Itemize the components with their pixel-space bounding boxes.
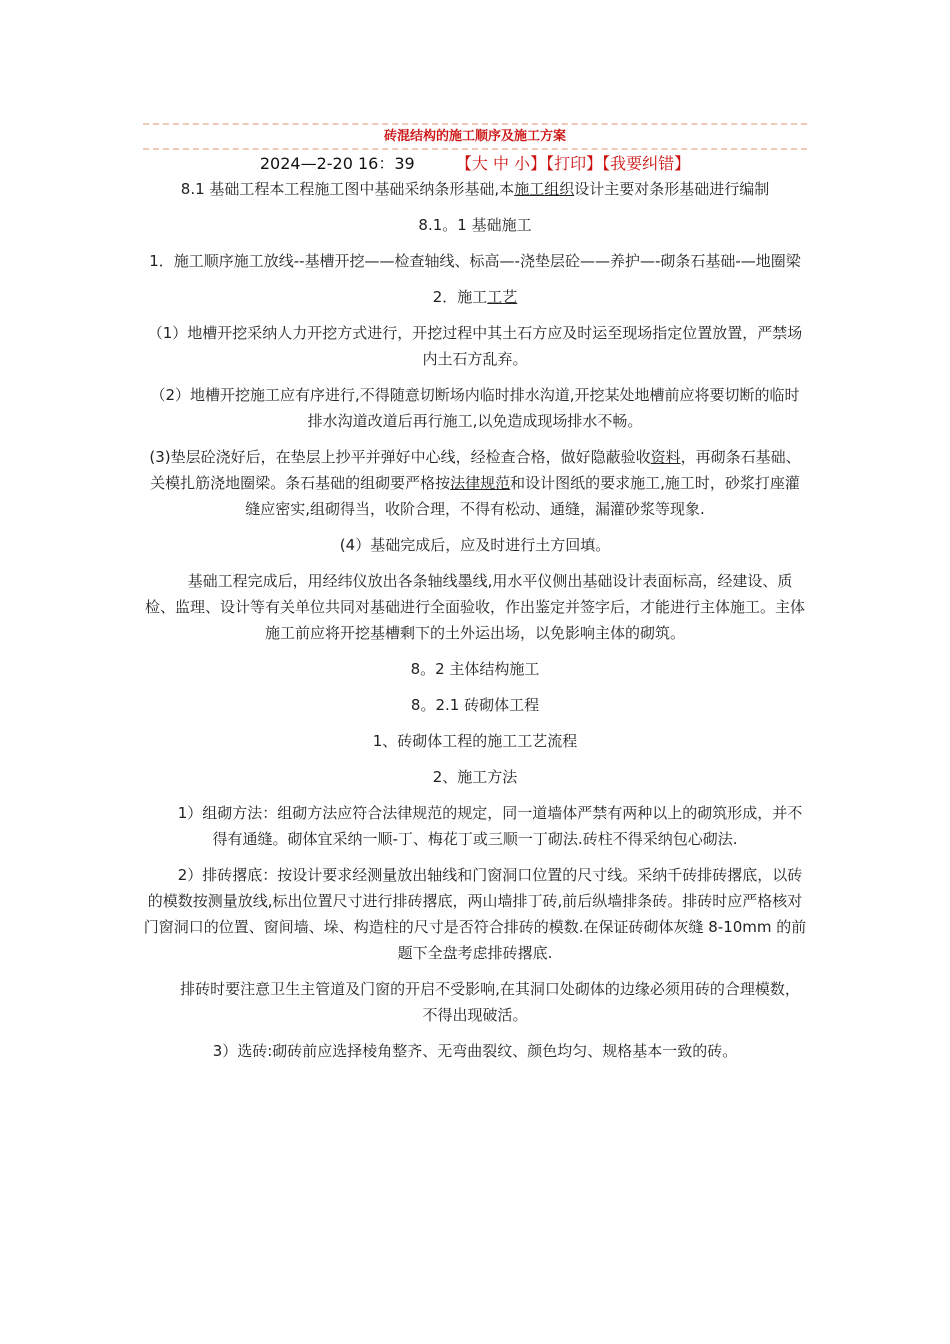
paragraph: 2）排砖撂底：按设计要求经测量放出轴线和门窗洞口位置的尺寸线。采纳千砖排砖撂底，以砖的模数按测量放线,标出位置尺寸进行排砖撂底，两山墙排丁砖,前后纵墙排条砖。排砖时应严格核对门窗洞口的位置、窗间墙、垛、构造柱的尺寸是否符合排砖的模数.在保证砖砌体灰缝 8-10mm 的前题下全盘考虑排砖撂底. <box>143 866 807 962</box>
section-heading: 2．施工工艺 <box>432 288 518 306</box>
paragraph: (4）基础完成后，应及时进行土方回填。 <box>339 536 611 554</box>
font-size-bracket-close: 】 <box>530 154 547 173</box>
paragraph: 排砖时要注意卫生主管道及门窗的开启不受影响,在其洞口处砌体的边缘必须用砖的合理模数，不得出现破活。 <box>180 980 800 1024</box>
paragraph: 基础工程完成后，用经纬仪放出各条轴线墨线,用水平仪侧出基础设计表面标高，经建设、质检、监理、设计等有关单位共同对基础进行全面验收，作出鉴定并签字后，才能进行主体施工。主体施工前应将开挖基槽剩下的土外运出场，以免影响主体的砌筑。 <box>144 572 805 642</box>
font-size-medium-link[interactable]: 中 <box>492 154 509 173</box>
paragraph: 3）选砖:砌砖前应选择棱角整齐、无弯曲裂纹、颜色均匀、规格基本一致的砖。 <box>212 1042 738 1060</box>
section-heading: 2、施工方法 <box>432 768 518 786</box>
paragraph: 1．施工顺序施工放线--基槽开挖——检查轴线、标高—-浇垫层砼——养护—-砌条石基础-—地圈梁 <box>149 252 801 270</box>
report-error-link[interactable]: 【我要纠错】 <box>602 154 691 173</box>
section-heading: 8.1。1 基础施工 <box>418 216 532 234</box>
section-heading: 8。2.1 砖砌体工程 <box>410 696 540 714</box>
article-meta <box>143 152 807 176</box>
paragraph: (3)垫层砼浇好后，在垫层上抄平并弹好中心线，经检查合格，做好隐蔽验收资料，再砌条石基础、关模扎筋浇地圈梁。条石基础的组砌要严格按法律规范和设计图纸的要求施工,施工时，砂浆打座灌缝应密实,组砌得当，收阶合理，不得有松动、通缝，漏灌砂浆等现象. <box>149 448 801 518</box>
process-link[interactable]: 工艺 <box>487 288 518 306</box>
font-size-bracket-open: 【 <box>455 154 472 173</box>
print-link[interactable]: 【打印】 <box>546 154 603 173</box>
regulations-link[interactable]: 法律规范 <box>450 474 511 492</box>
title-top-divider <box>143 123 807 125</box>
section-heading: 1、砖砌体工程的施工工艺流程 <box>372 732 578 750</box>
font-size-large-link[interactable]: 大 <box>471 154 488 173</box>
paragraph: 8.1 基础工程本工程施工图中基础采纳条形基础,本施工组织设计主要对条形基础进行编制 <box>180 180 770 198</box>
publish-date: 2024—2-20 16：39 <box>259 154 415 173</box>
section-heading: 8。2 主体结构施工 <box>410 660 540 678</box>
paragraph: 1）组砌方法：组砌方法应符合法律规范的规定，同一道墙体严禁有两种以上的砌筑形成，并不得有通缝。砌体宜采纳一顺-丁、梅花丁或三顺一丁砌法.砖柱不得采纳包心砌法. <box>177 804 803 848</box>
article-body <box>143 176 807 1074</box>
paragraph: （2）地槽开挖施工应有序进行,不得随意切断场内临时排水沟道,开挖某处地槽前应将要切断的临时排水沟道改道后再行施工,以免造成现场排水不畅。 <box>150 386 800 430</box>
article-title: 砖混结构的施工顺序及施工方案 <box>383 129 566 144</box>
font-size-small-link[interactable]: 小 <box>514 154 531 173</box>
paragraph: （1）地槽开挖采纳人力开挖方式进行，开挖过程中其土石方应及时运至现场指定位置放置，严禁场内土石方乱弃。 <box>147 324 803 368</box>
materials-link[interactable]: 资料 <box>650 448 681 466</box>
construction-org-link[interactable]: 施工组织 <box>514 180 575 198</box>
title-bottom-divider <box>143 148 807 150</box>
